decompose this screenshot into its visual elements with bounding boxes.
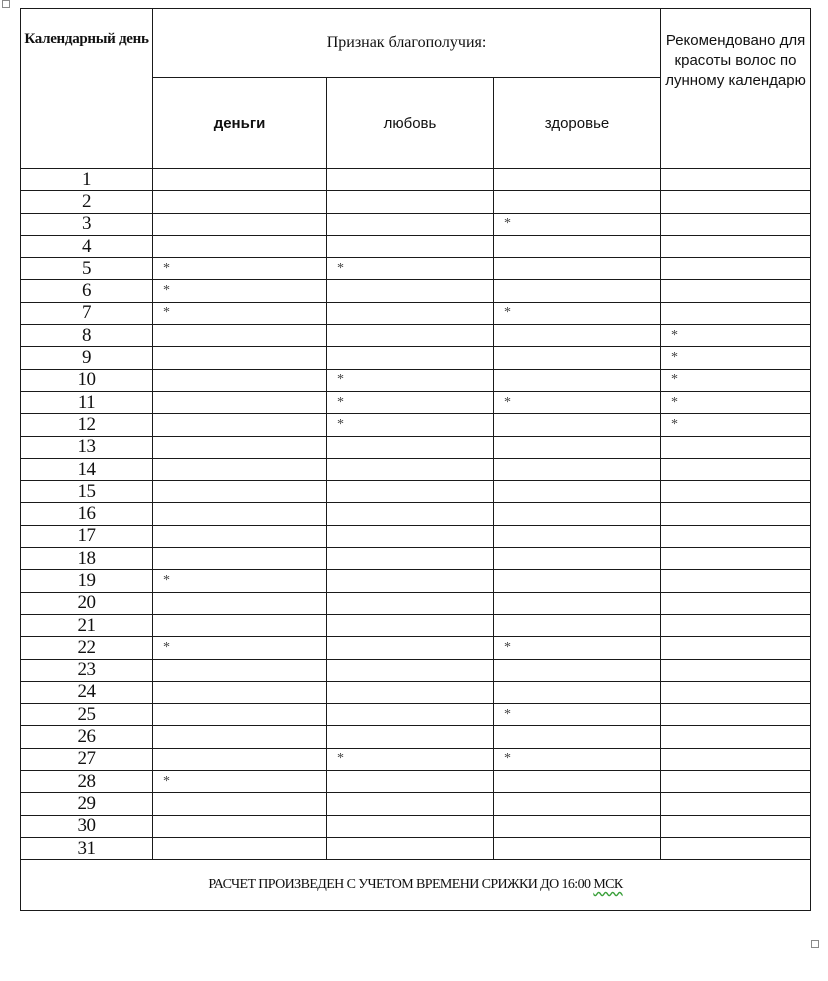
money-mark-cell (153, 213, 327, 235)
hair-mark-cell (661, 458, 811, 480)
health-mark-cell (494, 347, 661, 369)
love-mark-cell (327, 191, 494, 213)
money-mark-cell: * (153, 302, 327, 324)
love-mark-cell (327, 726, 494, 748)
day-number-cell: 5 (21, 258, 153, 280)
header-hair-recommended: Рекомендовано для красоты волос по лунному календарю (661, 9, 811, 169)
day-number-cell: 7 (21, 302, 153, 324)
day-number-cell: 26 (21, 726, 153, 748)
hair-mark-cell: * (661, 414, 811, 436)
day-number-cell: 24 (21, 681, 153, 703)
day-rows (21, 169, 811, 860)
health-mark-cell: * (494, 704, 661, 726)
money-mark-cell: * (153, 771, 327, 793)
money-mark-cell (153, 837, 327, 859)
hair-mark-cell (661, 436, 811, 458)
love-mark-cell (327, 525, 494, 547)
health-mark-cell: * (494, 213, 661, 235)
hair-mark-cell (661, 793, 811, 815)
day-number-cell: 3 (21, 213, 153, 235)
table-row (21, 704, 811, 726)
table-row (21, 325, 811, 347)
lunar-calendar-table (20, 8, 811, 911)
day-number-cell: 25 (21, 704, 153, 726)
money-mark-cell (153, 614, 327, 636)
health-mark-cell: * (494, 302, 661, 324)
health-mark-cell: * (494, 391, 661, 413)
footer-note (21, 860, 811, 911)
hair-mark-cell (661, 302, 811, 324)
day-number-cell: 31 (21, 837, 153, 859)
table-row (21, 525, 811, 547)
love-mark-cell (327, 681, 494, 703)
table-row (21, 213, 811, 235)
love-mark-cell (327, 837, 494, 859)
money-mark-cell: * (153, 258, 327, 280)
hair-mark-cell: * (661, 347, 811, 369)
money-mark-cell: * (153, 280, 327, 302)
money-mark-cell (153, 592, 327, 614)
money-mark-cell (153, 391, 327, 413)
table-row (21, 169, 811, 191)
hair-mark-cell (661, 592, 811, 614)
hair-mark-cell (661, 837, 811, 859)
table-row (21, 548, 811, 570)
day-number-cell: 28 (21, 771, 153, 793)
money-mark-cell (153, 503, 327, 525)
love-mark-cell (327, 280, 494, 302)
hair-mark-cell (661, 548, 811, 570)
table-row (21, 837, 811, 859)
day-number-cell: 29 (21, 793, 153, 815)
hair-mark-cell (661, 681, 811, 703)
hair-mark-cell (661, 481, 811, 503)
hair-mark-cell: * (661, 369, 811, 391)
table-row (21, 570, 811, 592)
love-mark-cell (327, 815, 494, 837)
money-mark-cell (153, 347, 327, 369)
day-number-cell: 4 (21, 235, 153, 257)
table-row (21, 614, 811, 636)
hair-mark-cell: * (661, 325, 811, 347)
table-row (21, 235, 811, 257)
love-mark-cell (327, 302, 494, 324)
hair-mark-cell (661, 191, 811, 213)
health-mark-cell (494, 659, 661, 681)
day-number-cell: 30 (21, 815, 153, 837)
love-mark-cell (327, 235, 494, 257)
health-mark-cell (494, 614, 661, 636)
health-mark-cell (494, 592, 661, 614)
health-mark-cell (494, 503, 661, 525)
hair-mark-cell: * (661, 391, 811, 413)
table-row (21, 659, 811, 681)
money-mark-cell (153, 481, 327, 503)
day-number-cell: 27 (21, 748, 153, 770)
health-mark-cell (494, 436, 661, 458)
health-mark-cell (494, 369, 661, 391)
hair-mark-cell (661, 213, 811, 235)
money-mark-cell (153, 793, 327, 815)
money-mark-cell (153, 659, 327, 681)
table-row (21, 280, 811, 302)
love-mark-cell (327, 570, 494, 592)
table-row (21, 748, 811, 770)
love-mark-cell (327, 169, 494, 191)
table-row (21, 726, 811, 748)
header-calendar-day: Календарный день (21, 9, 153, 169)
table-row (21, 414, 811, 436)
money-mark-cell (153, 436, 327, 458)
day-number-cell: 21 (21, 614, 153, 636)
hair-mark-cell (661, 614, 811, 636)
health-mark-cell (494, 681, 661, 703)
day-number-cell: 15 (21, 481, 153, 503)
table-row (21, 681, 811, 703)
day-number-cell: 1 (21, 169, 153, 191)
hair-mark-cell (661, 258, 811, 280)
love-mark-cell (327, 436, 494, 458)
hair-mark-cell (661, 726, 811, 748)
health-mark-cell (494, 726, 661, 748)
hair-mark-cell (661, 169, 811, 191)
money-mark-cell (153, 169, 327, 191)
day-number-cell: 6 (21, 280, 153, 302)
day-number-cell: 14 (21, 458, 153, 480)
love-mark-cell (327, 614, 494, 636)
love-mark-cell (327, 771, 494, 793)
love-mark-cell: * (327, 258, 494, 280)
table-row (21, 369, 811, 391)
table-row (21, 391, 811, 413)
love-mark-cell (327, 637, 494, 659)
health-mark-cell (494, 191, 661, 213)
money-mark-cell: * (153, 570, 327, 592)
table-row (21, 436, 811, 458)
love-mark-cell (327, 548, 494, 570)
money-mark-cell (153, 815, 327, 837)
health-mark-cell (494, 815, 661, 837)
day-number-cell: 16 (21, 503, 153, 525)
header-love: любовь (327, 78, 494, 169)
health-mark-cell (494, 837, 661, 859)
money-mark-cell (153, 681, 327, 703)
money-mark-cell (153, 548, 327, 570)
table-row (21, 793, 811, 815)
day-number-cell: 13 (21, 436, 153, 458)
hair-mark-cell (661, 570, 811, 592)
love-mark-cell: * (327, 369, 494, 391)
love-mark-cell (327, 704, 494, 726)
health-mark-cell (494, 235, 661, 257)
day-number-cell: 10 (21, 369, 153, 391)
health-mark-cell (494, 481, 661, 503)
hair-mark-cell (661, 280, 811, 302)
money-mark-cell (153, 525, 327, 547)
health-mark-cell (494, 169, 661, 191)
health-mark-cell: * (494, 637, 661, 659)
footer-timezone: МСК (593, 877, 623, 893)
love-mark-cell: * (327, 391, 494, 413)
table-row (21, 191, 811, 213)
table-row (21, 458, 811, 480)
money-mark-cell (153, 726, 327, 748)
hair-mark-cell (661, 503, 811, 525)
table-row (21, 592, 811, 614)
money-mark-cell (153, 704, 327, 726)
day-number-cell: 18 (21, 548, 153, 570)
header-health: здоровье (494, 78, 661, 169)
day-number-cell: 12 (21, 414, 153, 436)
day-number-cell: 8 (21, 325, 153, 347)
money-mark-cell (153, 191, 327, 213)
love-mark-cell (327, 592, 494, 614)
love-mark-cell: * (327, 414, 494, 436)
love-mark-cell (327, 503, 494, 525)
day-number-cell: 20 (21, 592, 153, 614)
footer-text: РАСЧЕТ ПРОИЗВЕДЕН С УЧЕТОМ ВРЕМЕНИ СРИЖКИ ДО 16:00 (208, 877, 591, 893)
header-wellbeing-sign: Признак благополучия: (153, 9, 661, 78)
table-row (21, 815, 811, 837)
header-money: деньги (153, 78, 327, 169)
day-number-cell: 17 (21, 525, 153, 547)
love-mark-cell (327, 793, 494, 815)
money-mark-cell: * (153, 637, 327, 659)
hair-mark-cell (661, 704, 811, 726)
table-row (21, 503, 811, 525)
health-mark-cell (494, 570, 661, 592)
table-row (21, 637, 811, 659)
love-mark-cell (327, 659, 494, 681)
money-mark-cell (153, 458, 327, 480)
hair-mark-cell (661, 659, 811, 681)
table-row (21, 258, 811, 280)
table-row (21, 771, 811, 793)
money-mark-cell (153, 325, 327, 347)
day-number-cell: 22 (21, 637, 153, 659)
health-mark-cell (494, 258, 661, 280)
table-resize-handle[interactable] (811, 940, 819, 948)
health-mark-cell (494, 414, 661, 436)
day-number-cell: 9 (21, 347, 153, 369)
hair-mark-cell (661, 748, 811, 770)
health-mark-cell (494, 325, 661, 347)
love-mark-cell: * (327, 748, 494, 770)
money-mark-cell (153, 235, 327, 257)
love-mark-cell (327, 481, 494, 503)
health-mark-cell: * (494, 748, 661, 770)
money-mark-cell (153, 748, 327, 770)
health-mark-cell (494, 525, 661, 547)
love-mark-cell (327, 325, 494, 347)
money-mark-cell (153, 369, 327, 391)
day-number-cell: 23 (21, 659, 153, 681)
health-mark-cell (494, 458, 661, 480)
money-mark-cell (153, 414, 327, 436)
health-mark-cell (494, 548, 661, 570)
table-row (21, 347, 811, 369)
day-number-cell: 11 (21, 391, 153, 413)
table-move-handle[interactable] (2, 0, 10, 8)
day-number-cell: 19 (21, 570, 153, 592)
love-mark-cell (327, 213, 494, 235)
health-mark-cell (494, 793, 661, 815)
hair-mark-cell (661, 815, 811, 837)
table-row (21, 302, 811, 324)
love-mark-cell (327, 458, 494, 480)
health-mark-cell (494, 771, 661, 793)
hair-mark-cell (661, 771, 811, 793)
day-number-cell: 2 (21, 191, 153, 213)
hair-mark-cell (661, 235, 811, 257)
hair-mark-cell (661, 637, 811, 659)
table-row (21, 481, 811, 503)
love-mark-cell (327, 347, 494, 369)
health-mark-cell (494, 280, 661, 302)
hair-mark-cell (661, 525, 811, 547)
